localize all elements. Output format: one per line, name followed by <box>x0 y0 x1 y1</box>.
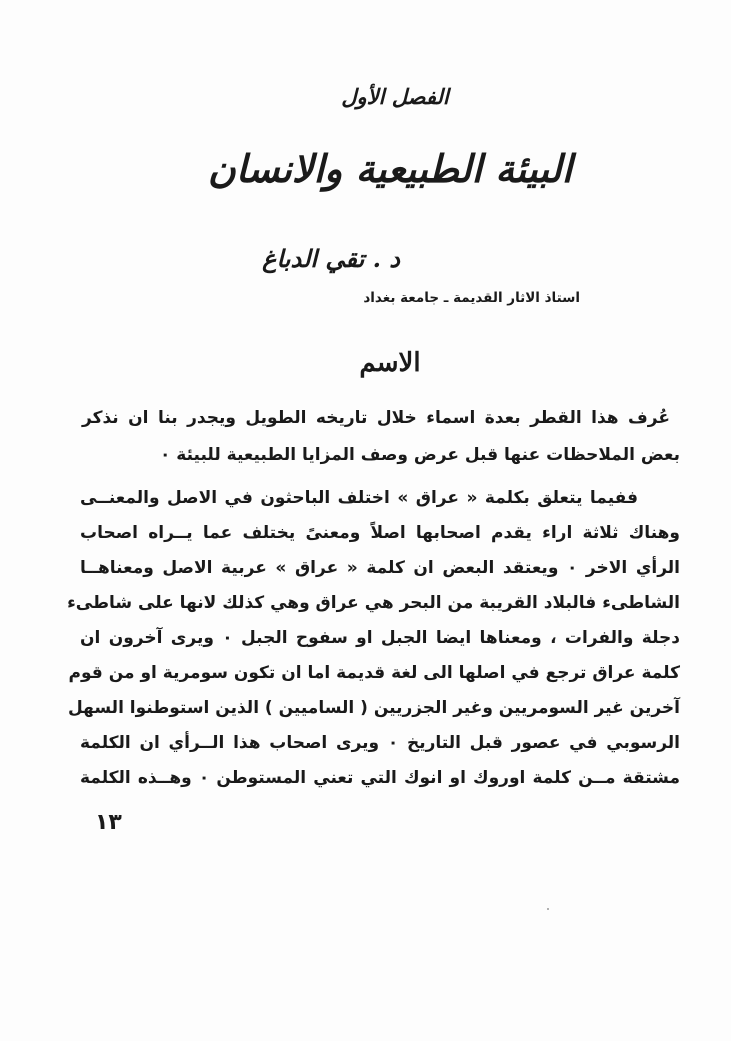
paragraph-line: الشاطىء فالبلاد القريبة من البحر هي عراق وهي كذلك لانها على شاطىء <box>67 593 680 613</box>
page-number: ١٣ <box>95 810 122 835</box>
paragraph-line: دجلة والفرات ، ومعناها ايضا الجبل او سفوح الجبل ٠ ويرى آخرون ان <box>80 628 680 648</box>
paragraph-line: عُرف هذا القطر بعدة اسماء خلال تاريخه الطويل ويجدر بنا ان نذكر <box>82 408 670 428</box>
paragraph-line: الرأي الاخر ٠ ويعتقد البعض ان كلمة « عراق » عربية الاصل ومعناهــا <box>80 558 681 578</box>
author-affiliation: استاذ الاثار القديمة ـ جامعة بغداد <box>363 290 580 306</box>
author-name: د . تقي الدباغ <box>262 244 400 273</box>
paragraph-line: وهناك ثلاثة اراء يقدم اصحابها اصلاً ومعنىً يختلف عما يــراه اصحاب <box>80 523 680 543</box>
paragraph-line: آخرين غير السومريين وغير الجزريين ( الساميين ) الذين استوطنوا السهل <box>67 698 680 718</box>
chapter-label: الفصل الأول <box>341 84 449 109</box>
paragraph-line: بعض الملاحظات عنها قبل عرض وصف المزايا الطبيعية للبيئة ٠ <box>159 445 680 465</box>
paragraph-line: مشتقة مــن كلمة اوروك او انوك التي تعني المستوطن ٠ وهــذه الكلمة <box>80 768 680 788</box>
chapter-title: البيئة الطبيعية والانسان <box>207 146 573 191</box>
paper-speck <box>547 908 549 910</box>
paragraph-line: الرسوبي في عصور قبل التاريخ ٠ ويرى اصحاب هذا الــرأي ان الكلمة <box>80 733 680 753</box>
paragraph-line: كلمة عراق ترجع في اصلها الى لغة قديمة اما ان تكون سومرية او من قوم <box>68 663 680 683</box>
paragraph-line: ففيما يتعلق بكلمة « عراق » اختلف الباحثون في الاصل والمعنــى <box>80 488 638 508</box>
section-heading: الاسم <box>359 348 421 378</box>
